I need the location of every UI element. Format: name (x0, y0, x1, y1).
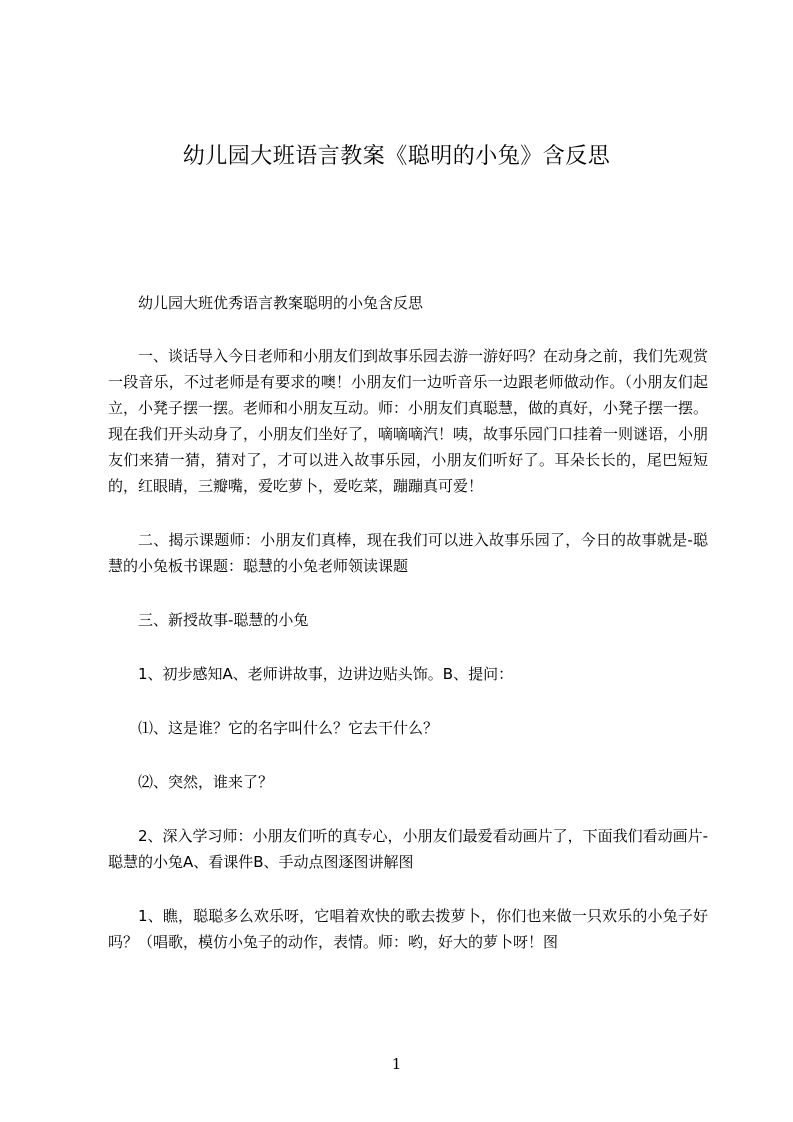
paragraph-section-2: 二、揭示课题师：小朋友们真棒，现在我们可以进入故事乐园了，今日的故事就是-聪慧的小兔板书课题：聪慧的小兔老师领读课题 (108, 531, 708, 575)
document-body (108, 290, 708, 955)
page-number: 1 (391, 1055, 402, 1073)
paragraph-section-1: 一、谈话导入今日老师和小朋友们到故事乐园去游一游好吗？在动身之前，我们先观赏一段音乐，不过老师是有要求的噢！小朋友们一边听音乐一边跟老师做动作。（小朋友们起立，小凳子摆一摆。老师和小朋友互动。师：小朋友们真聪慧，做的真好，小凳子摆一摆。现在我们开头动身了，小朋友们坐好了，嘀嘀嘀汽！咦，故事乐园门口挂着一则谜语，小朋友们来猜一猜，猜对了，才可以进入故事乐园，小朋友们听好了。耳朵长长的，尾巴短短的，红眼睛，三瓣嘴，爱吃萝卜，爱吃菜，蹦蹦真可爱！ (108, 347, 709, 495)
paragraph-image-1: 1、瞧，聪聪多么欢乐呀，它唱着欢快的歌去拨萝卜，你们也来做一只欢乐的小兔子好吗？（唱歌，模仿小兔子的动作，表情。师：哟，好大的萝卜呀！图 (108, 907, 708, 951)
document-title: 幼儿园大班语言教案《聪明的小兔》含反思 (182, 144, 611, 169)
paragraph-question-1: ⑴、这是谁？它的名字叫什么？它去干什么？ (138, 719, 439, 737)
paragraph-step-1: 1、初步感知A、老师讲故事，边讲边贴头饰。B、提问： (138, 665, 514, 683)
paragraph-section-3: 三、新授故事-聪慧的小兔 (138, 611, 309, 629)
paragraph-step-2: 2、深入学习师：小朋友们听的真专心，小朋友们最爱看动画片了，下面我们看动画片-聪慧的小兔A、看课件B、手动点图逐图讲解图 (108, 827, 708, 871)
paragraph-question-2: ⑵、突然，谁来了？ (138, 773, 274, 791)
paragraph-subtitle: 幼儿园大班优秀语言教案聪明的小兔含反思 (138, 294, 424, 312)
